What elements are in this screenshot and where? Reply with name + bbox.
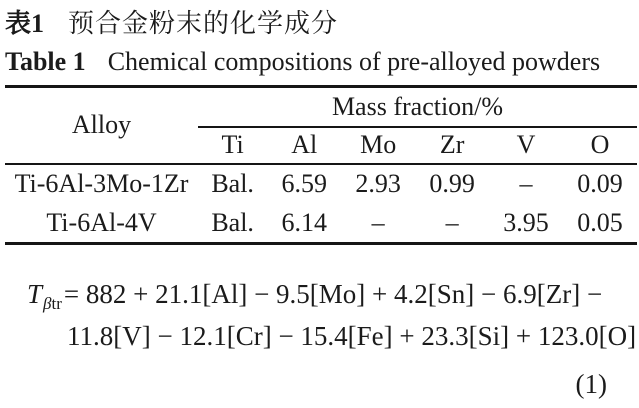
value-cell: 6.14 <box>281 207 327 237</box>
equation-line-1-rhs: = 882 + 21.1[Al] − 9.5[Mo] + 4.2[Sn] − 6.9[Zr] − <box>63 279 603 309</box>
value-cell: 3.95 <box>503 207 549 237</box>
equation-variable-T: T <box>27 279 43 309</box>
alloy-name-cell: Ti-6Al-4V <box>46 207 157 237</box>
table-caption-zh-text: 预合金粉末的化学成分 <box>68 9 339 38</box>
value-cell: – <box>519 169 533 198</box>
column-header-ti: Ti <box>221 130 244 159</box>
value-cell: – <box>371 207 385 237</box>
value-cell: 2.93 <box>355 169 401 198</box>
beta-transus-equation <box>5 275 636 403</box>
column-header-zr: Zr <box>439 130 465 159</box>
column-header-v: V <box>516 130 536 159</box>
column-header-mo: Mo <box>360 130 397 159</box>
value-cell: – <box>445 207 459 237</box>
alloy-name-cell: Ti-6Al-3Mo-1Zr <box>14 169 189 198</box>
column-header-al: Al <box>291 130 318 159</box>
table-row <box>5 204 637 244</box>
table-caption-zh-label: 表1 <box>5 9 45 38</box>
equation-subscript-tr: tr <box>51 294 62 313</box>
column-group-header-mass-fraction: Mass fraction/% <box>198 87 637 127</box>
column-header-o: O <box>590 130 610 159</box>
table-caption-zh <box>5 8 636 40</box>
value-cell: 0.99 <box>429 169 475 198</box>
table-row <box>5 164 637 204</box>
value-cell: 0.09 <box>577 169 623 198</box>
column-header-alloy: Alloy <box>71 110 132 140</box>
table-caption-en <box>5 46 636 78</box>
value-cell: Bal. <box>211 169 254 198</box>
table-caption-en-label: Table 1 <box>5 47 86 76</box>
equation-line-2: 11.8[V] − 12.1[Cr] − 15.4[Fe] + 23.3[Si] + 123.0[O] <box>67 321 637 351</box>
equation-subscript <box>43 294 62 313</box>
composition-table <box>5 85 637 245</box>
equation-number: (1) <box>575 369 607 399</box>
value-cell: Bal. <box>211 207 254 237</box>
value-cell: 0.05 <box>577 207 623 237</box>
value-cell: 6.59 <box>281 169 327 198</box>
equation-subscript-beta: β <box>43 294 52 313</box>
table-caption-en-text: Chemical compositions of pre-alloyed powders <box>107 47 601 76</box>
equation-line-1 <box>27 275 636 313</box>
